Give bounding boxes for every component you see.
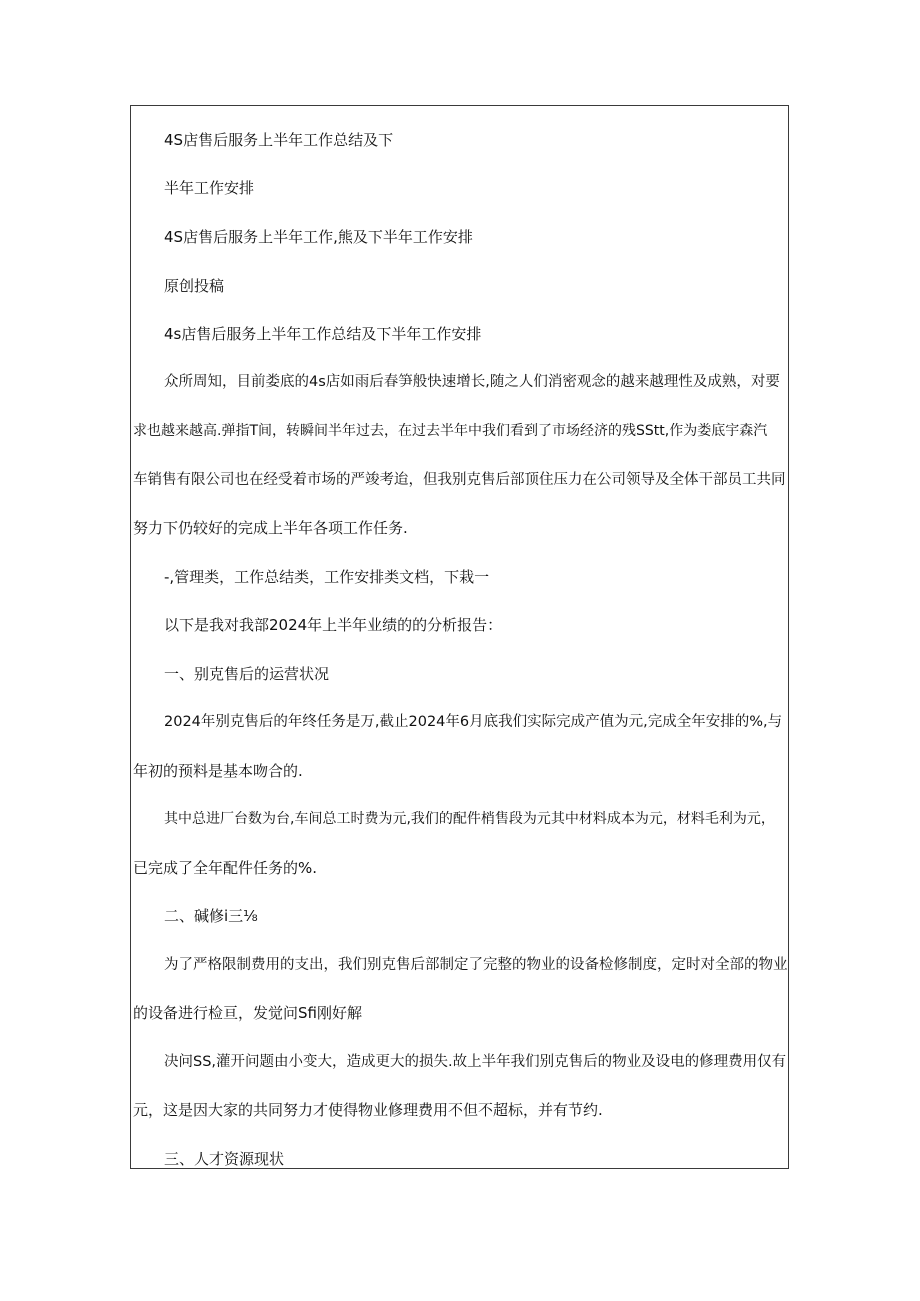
paragraph-line: 决问SS,灌开问题由小变大，造成更大的损失.故上半年我们别克售后的物业及设电的修理费用仅有 <box>164 1054 787 1070</box>
paragraph-line: 2024年别克售后的年终任务是万,截止2024年6月底我们实际完成产值为元,完成全年安排的%,与 <box>164 714 783 730</box>
paragraph-line: 的设备进行检亘，发觉问Sfi刚好解 <box>133 1004 362 1022</box>
paragraph-line: 众所周知，目前娄底的4s店如雨后春笋般快速增长,随之人们消密观念的越来越理性及成熟，对要 <box>164 374 780 390</box>
section-heading-1: 一、别克售后的运营状况 <box>164 665 330 683</box>
paragraph-line: 为了严格限制费用的支出，我们别克售后部制定了完整的物业的设备检修制度，定时对全部的物业 <box>164 957 788 973</box>
paragraph-line: 元，这是因大家的共同努力才使得物业修理费用不但不超标，并有节约. <box>133 1101 603 1119</box>
section-heading-3: 三、人才资源现状 <box>164 1150 285 1168</box>
paragraph-line: 已完成了全年配件任务的%. <box>133 859 318 877</box>
subtitle-line: 4S店售后服务上半年工作,熊及下半年工作安排 <box>164 228 473 246</box>
category-line: -,管理类，工作总结类，工作安排类文档，下栽一 <box>164 568 490 586</box>
paragraph-line: 年初的预料是基本吻合的. <box>133 762 303 780</box>
title-line-1: 4S店售后服务上半年工作总结及下 <box>164 131 394 149</box>
document-frame <box>130 105 789 1169</box>
intro-line: 以下是我对我部2024年上半年业绩的的分析报告： <box>164 616 503 634</box>
section-heading-2: 二、碱修i三⅛ <box>164 907 258 925</box>
paragraph-line: 求也越来越高.弹指T间，转瞬间半年过去，在过去半年中我们看到了市场经济的残SStt,作为娄底宇森汽 <box>133 423 768 439</box>
heading-line: 4s店售后服务上半年工作总结及下半年工作安排 <box>164 325 482 343</box>
paragraph-line: 努力下仍较好的完成上半年各项工作任务. <box>133 519 408 537</box>
source-label: 原创投稿 <box>164 277 225 295</box>
paragraph-line: 其中总进厂台数为台,车间总工时费为元,我们的配件梢售段为元其中材料成本为元，材料毛利为元， <box>164 811 775 827</box>
title-line-2: 半年工作安排 <box>164 179 255 197</box>
paragraph-line: 车销售有限公司也在经受着市场的严竣考迨，但我别克售后部顶住压力在公司领导及全体干部员工共同 <box>133 472 786 488</box>
